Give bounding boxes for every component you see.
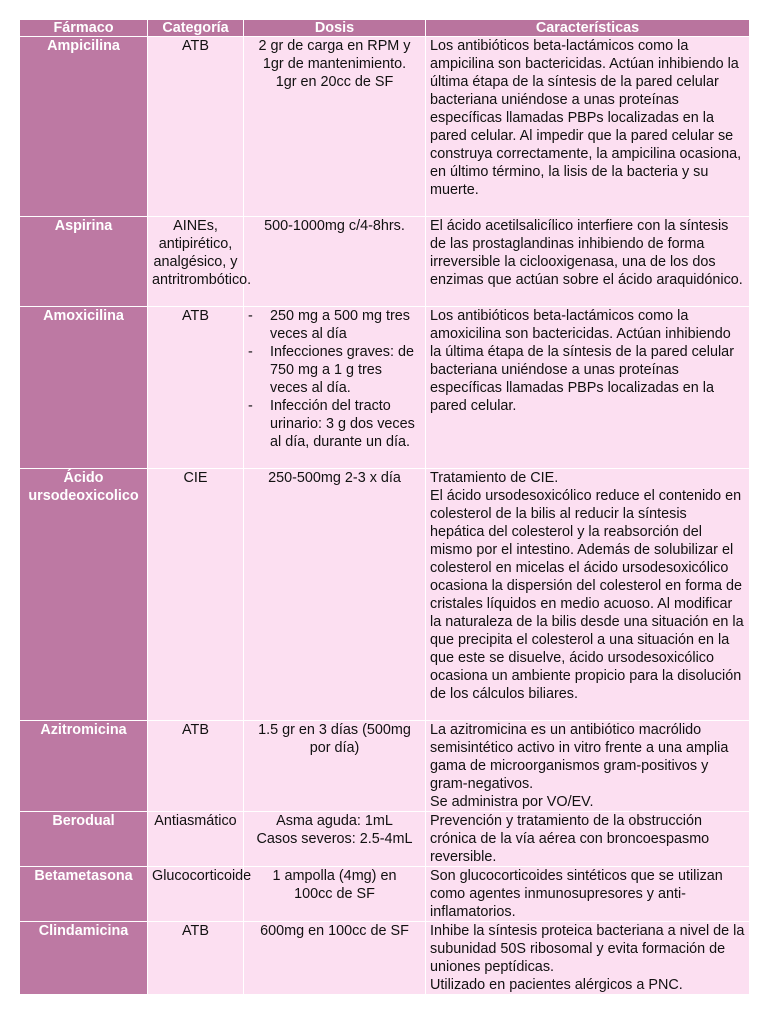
drug-characteristics bbox=[426, 812, 750, 867]
drug-category: ATB bbox=[148, 37, 244, 217]
characteristics-paragraph: Prevención y tratamiento de la obstrucción crónica de la vía aérea con broncoespasmo reversible. bbox=[430, 813, 710, 865]
characteristics-paragraph: La azitromicina es un antibiótico macrólido semisintético activo in vitro frente a una amplia gama de microorganismos gram-positivos y gram-negativos. bbox=[430, 722, 729, 792]
drug-dose bbox=[244, 812, 426, 867]
dose-line: 2 gr de carga en RPM y bbox=[258, 38, 411, 54]
drug-dose bbox=[244, 217, 426, 307]
table-row bbox=[20, 37, 750, 217]
table-row bbox=[20, 812, 750, 867]
drug-name: Ácido ursodeoxicolico bbox=[20, 469, 148, 721]
drug-characteristics bbox=[426, 867, 750, 922]
header-farmaco: Fármaco bbox=[20, 20, 148, 37]
characteristics-paragraph: Se administra por VO/EV. bbox=[430, 794, 594, 810]
drug-dose bbox=[244, 922, 426, 995]
dose-line: 600mg en 100cc de SF bbox=[260, 923, 409, 939]
drug-characteristics bbox=[426, 469, 750, 721]
drug-dose bbox=[244, 307, 426, 469]
table-row bbox=[20, 307, 750, 469]
drug-name: Aspirina bbox=[20, 217, 148, 307]
table-row bbox=[20, 469, 750, 721]
characteristics-paragraph: El ácido ursodesoxicólico reduce el contenido en colesterol de la bilis al reducir la síntesis hepática del colesterol y la reabsorción del mismo por el intestino. Además de solubilizar el colesterol en micelas el ácido ursodesoxicólico ocasiona la dispersión del colesterol en forma de cristales líquidos en medio acuoso. Al modificar la naturaleza de la bilis desde una situación en la que precipita el colesterol a una situación en la que este se disuelve, ácido ursodesoxicólico ocasiona un ambiente propicio para la disolución de los cálculos biliares. bbox=[430, 488, 744, 702]
table-row bbox=[20, 867, 750, 922]
characteristics-paragraph: El ácido acetilsalicílico interfiere con la síntesis de las prostaglandinas inhibiendo de forma irreversible la ciclooxigenasa, una de los dos enzimas que actúan sobre el ácido araquidónico. bbox=[430, 218, 743, 288]
table-row bbox=[20, 217, 750, 307]
characteristics-paragraph: Utilizado en pacientes alérgicos a PNC. bbox=[430, 977, 683, 993]
dose-list-item: - Infecciones graves: de 750 mg a 1 g tres veces al día. bbox=[248, 343, 422, 397]
drug-characteristics bbox=[426, 721, 750, 812]
dose-line: Asma aguda: 1mL bbox=[276, 813, 393, 829]
drug-name: Azitromicina bbox=[20, 721, 148, 812]
drug-dose bbox=[244, 469, 426, 721]
table-header-row bbox=[20, 20, 750, 37]
characteristics-paragraph: Los antibióticos beta-lactámicos como la amoxicilina son bactericidas. Actúan inhibiendo la última étapa de la síntesis de la pared celular bacteriana uniéndose a unas proteínas específicas llamadas PBPs localizadas en la pared celular. bbox=[430, 308, 734, 414]
header-categoria: Categoría bbox=[148, 20, 244, 37]
characteristics-paragraph: Tratamiento de CIE. bbox=[430, 470, 559, 486]
drug-dose bbox=[244, 721, 426, 812]
dose-line: 1gr en 20cc de SF bbox=[275, 74, 394, 90]
table-row bbox=[20, 922, 750, 995]
dose-line: 100cc de SF bbox=[294, 886, 375, 902]
dose-list bbox=[248, 307, 422, 451]
dose-line: 1.5 gr en 3 días (500mg bbox=[258, 722, 411, 738]
drug-characteristics bbox=[426, 922, 750, 995]
drug-characteristics bbox=[426, 37, 750, 217]
table-body bbox=[20, 37, 750, 995]
drug-category: ATB bbox=[148, 922, 244, 995]
drug-dose bbox=[244, 867, 426, 922]
characteristics-paragraph: Son glucocorticoides sintéticos que se utilizan como agentes inmunosupresores y anti-inflamatorios. bbox=[430, 868, 723, 920]
drug-category: Glucocorticoide bbox=[148, 867, 244, 922]
dose-line: 250-500mg 2-3 x día bbox=[268, 470, 401, 486]
dose-line: Casos severos: 2.5-4mL bbox=[256, 831, 413, 847]
drug-category: Antiasmático bbox=[148, 812, 244, 867]
drug-name: Ampicilina bbox=[20, 37, 148, 217]
drug-characteristics bbox=[426, 307, 750, 469]
drug-dose bbox=[244, 37, 426, 217]
drug-table bbox=[19, 19, 750, 995]
dose-line: 1gr de mantenimiento. bbox=[262, 56, 407, 72]
drug-category: AINEs, antipirético, analgésico, y antritrombótico. bbox=[148, 217, 244, 307]
drug-name: Berodual bbox=[20, 812, 148, 867]
drug-category: CIE bbox=[148, 469, 244, 721]
drug-characteristics bbox=[426, 217, 750, 307]
header-dosis: Dosis bbox=[244, 20, 426, 37]
characteristics-paragraph: Inhibe la síntesis proteica bacteriana a nivel de la subunidad 50S ribosomal y evita formación de uniones peptídicas. bbox=[430, 923, 745, 975]
drug-category: ATB bbox=[148, 307, 244, 469]
drug-name: Clindamicina bbox=[20, 922, 148, 995]
dose-line: por día) bbox=[309, 740, 360, 756]
drug-name: Betametasona bbox=[20, 867, 148, 922]
drug-name: Amoxicilina bbox=[20, 307, 148, 469]
drug-category: ATB bbox=[148, 721, 244, 812]
characteristics-paragraph: Los antibióticos beta-lactámicos como la ampicilina son bactericidas. Actúan inhibiendo la última étapa de la síntesis de la pared celular bacteriana uniéndose a unas proteínas específicas llamadas PBPs localizadas en la pared celular. Al impedir que la pared celular se construya correctamente, la ampicilina ocasiona, en último término, la lisis de la bacteria y su muerte. bbox=[430, 38, 742, 198]
dose-list-item: - 250 mg a 500 mg tres veces al día bbox=[248, 307, 422, 343]
dose-list-item: - Infección del tracto urinario: 3 g dos veces al día, durante un día. bbox=[248, 397, 422, 451]
table-row bbox=[20, 721, 750, 812]
dose-line: 1 ampolla (4mg) en bbox=[272, 868, 397, 884]
header-caracteristicas: Características bbox=[426, 20, 750, 37]
dose-line: 500-1000mg c/4-8hrs. bbox=[264, 218, 405, 234]
